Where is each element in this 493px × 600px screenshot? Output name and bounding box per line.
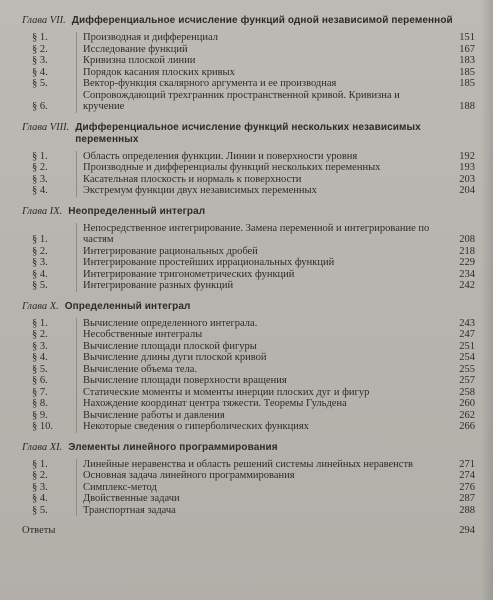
chapter-heading	[22, 15, 475, 27]
section-number: § 1.	[32, 317, 48, 329]
section-page-number: 258	[459, 386, 475, 398]
section-row	[32, 410, 475, 422]
section-row	[32, 257, 475, 269]
section-number: § 2.	[32, 470, 48, 481]
section-row	[32, 151, 475, 163]
section-title: Вычисление длины дуги плоской кривой	[76, 352, 449, 364]
section-title: Вычисление объема тела.	[76, 364, 449, 376]
section-title: Производные и дифференциалы функций нескольких переменных	[76, 162, 449, 174]
chapter	[22, 206, 475, 292]
chapter-label: Глава X.	[22, 300, 59, 312]
section-page-number: 266	[459, 421, 475, 432]
section-row	[32, 246, 475, 258]
section-number: § 1.	[32, 32, 48, 43]
section-page-number: 274	[459, 470, 475, 481]
section-list	[32, 223, 475, 292]
section-number: § 10.	[32, 421, 53, 432]
section-page-number: 271	[459, 458, 475, 470]
chapter-label: Глава IX.	[22, 205, 63, 217]
chapter-label: Глава VII.	[22, 15, 66, 26]
section-number: § 5.	[32, 78, 48, 89]
section-number: § 8.	[32, 398, 48, 409]
chapter-title: Элементы линейного программирования	[68, 441, 278, 453]
section-number: § 5.	[32, 504, 48, 516]
section-title: Исследование функций	[76, 44, 449, 56]
section-title: Кривизна плоской линии	[76, 55, 449, 67]
section-row	[32, 280, 475, 292]
section-page-number: 229	[459, 257, 475, 268]
section-number: § 3.	[32, 257, 48, 268]
section-number: § 9.	[32, 409, 48, 421]
section-title: Линейные неравенства и область решений системы линейных неравенств	[76, 459, 449, 471]
section-row	[32, 482, 475, 494]
section-title: Интегрирование разных функций	[76, 280, 449, 292]
page-edge-shadow	[481, 0, 493, 600]
section-row	[32, 90, 475, 113]
chapter	[22, 122, 475, 197]
answers-entry	[22, 525, 475, 537]
section-row	[32, 505, 475, 517]
section-page-number: 192	[459, 150, 475, 162]
section-number: § 4.	[32, 493, 48, 504]
section-row	[32, 223, 475, 246]
section-page-number: 242	[459, 280, 475, 291]
section-page-number: 287	[459, 493, 475, 504]
section-title: Область определения функции. Линии и поверхности уровня	[76, 151, 449, 163]
section-number: § 1.	[32, 234, 48, 245]
section-page-number: 276	[459, 481, 475, 493]
chapter-title: Дифференциальное исчисление функций нескольких независимых переменных	[75, 121, 421, 145]
section-list	[32, 151, 475, 197]
section-page-number: 288	[459, 504, 475, 516]
section-page-number: 185	[459, 78, 475, 89]
section-list	[32, 318, 475, 433]
section-row	[32, 318, 475, 330]
section-page-number: 255	[459, 363, 475, 375]
section-page-number: 218	[459, 245, 475, 257]
section-row	[32, 44, 475, 56]
section-page-number: 183	[459, 55, 475, 66]
section-number: § 1.	[32, 458, 48, 470]
section-row	[32, 398, 475, 410]
section-page-number: 262	[459, 409, 475, 421]
section-number: § 2.	[32, 329, 48, 340]
section-list	[32, 459, 475, 517]
section-row	[32, 341, 475, 353]
section-row	[32, 55, 475, 67]
section-page-number: 193	[459, 162, 475, 173]
section-row	[32, 493, 475, 505]
section-number: § 4.	[32, 352, 48, 363]
section-row	[32, 174, 475, 186]
chapter-title: Определенный интеграл	[64, 300, 191, 312]
section-title: Двойственные задачи	[76, 493, 449, 505]
section-title: Вектор-функция скалярного аргумента и ее производная	[76, 78, 449, 90]
section-number: § 3.	[32, 340, 48, 352]
section-number: § 5.	[32, 363, 48, 375]
section-row	[32, 185, 475, 197]
section-row	[32, 32, 475, 44]
section-page-number: 254	[459, 352, 475, 363]
section-title: Нахождение координат центра тяжести. Теоремы Гульдена	[76, 398, 449, 410]
chapter	[22, 442, 475, 517]
section-title: Симплекс-метод	[76, 482, 449, 494]
section-row	[32, 329, 475, 341]
section-title: Производная и дифференциал	[76, 32, 449, 44]
section-title: Транспортная задача	[76, 505, 449, 517]
section-row	[32, 67, 475, 79]
chapter-label: Глава VIII.	[22, 121, 70, 133]
section-page-number: 260	[459, 398, 475, 409]
section-number: § 3.	[32, 55, 48, 66]
section-row	[32, 459, 475, 471]
section-title: Вычисление площади поверхности вращения	[76, 375, 449, 387]
section-title: Некоторые сведения о гиперболических функциях	[76, 421, 449, 433]
section-title: Сопровождающий трехгранник пространственной кривой. Кривизна и кручение	[76, 90, 449, 113]
section-number: § 3.	[32, 481, 48, 493]
section-title: Порядок касания плоских кривых	[76, 67, 449, 79]
chapter-heading	[22, 442, 475, 454]
section-title: Экстремум функции двух независимых переменных	[76, 185, 449, 197]
section-title: Несобственные интегралы	[76, 329, 449, 341]
section-page-number: 203	[459, 173, 475, 185]
section-title: Основная задача линейного программирования	[76, 470, 449, 482]
section-number: § 7.	[32, 386, 48, 398]
answers-page: 294	[459, 525, 475, 536]
chapter-title: Дифференциальное исчисление функций одной независимой переменной	[71, 15, 453, 26]
section-title: Вычисление площади плоской фигуры	[76, 341, 449, 353]
section-page-number: 251	[459, 340, 475, 352]
section-title: Касательная плоскость и нормаль к поверхности	[76, 174, 449, 186]
section-row	[32, 387, 475, 399]
section-row	[32, 470, 475, 482]
section-number: § 2.	[32, 162, 48, 173]
section-page-number: 234	[459, 268, 475, 280]
chapter-title: Неопределенный интеграл	[68, 205, 206, 217]
section-page-number: 151	[459, 32, 475, 43]
section-page-number: 208	[459, 234, 475, 245]
section-title: Вычисление определенного интеграла.	[76, 318, 449, 330]
section-title: Непосредственное интегрирование. Замена переменной и интегрирование по частям	[76, 223, 449, 246]
section-page-number: 204	[459, 185, 475, 196]
section-number: § 2.	[32, 43, 48, 55]
table-of-contents	[22, 15, 475, 516]
section-page-number: 257	[459, 375, 475, 386]
section-number: § 4.	[32, 66, 48, 78]
section-title: Статические моменты и моменты инерции плоских дуг и фигур	[76, 387, 449, 399]
section-number: § 2.	[32, 245, 48, 257]
section-number: § 4.	[32, 268, 48, 280]
section-page-number: 247	[459, 329, 475, 340]
chapter-heading	[22, 206, 475, 218]
section-row	[32, 352, 475, 364]
section-title: Вычисление работы и давления	[76, 410, 449, 422]
section-number: § 5.	[32, 280, 48, 291]
chapter-label: Глава XI.	[22, 441, 63, 453]
section-title: Интегрирование простейших иррациональных функций	[76, 257, 449, 269]
section-row	[32, 421, 475, 433]
section-page-number: 188	[459, 101, 475, 112]
section-title: Интегрирование тригонометрических функций	[76, 269, 449, 281]
section-title: Интегрирование рациональных дробей	[76, 246, 449, 258]
chapter-heading	[22, 122, 475, 146]
chapter	[22, 301, 475, 433]
section-number: § 1.	[32, 150, 48, 162]
section-number: § 6.	[32, 375, 48, 386]
chapter-heading	[22, 301, 475, 313]
section-row	[32, 269, 475, 281]
section-page-number: 243	[459, 317, 475, 329]
section-row	[32, 162, 475, 174]
section-row	[32, 364, 475, 376]
section-number: § 6.	[32, 101, 48, 112]
section-number: § 4.	[32, 185, 48, 196]
section-row	[32, 375, 475, 387]
section-page-number: 167	[459, 43, 475, 55]
section-number: § 3.	[32, 173, 48, 185]
section-row	[32, 78, 475, 90]
section-list	[32, 32, 475, 113]
section-page-number: 185	[459, 66, 475, 78]
chapter	[22, 15, 475, 113]
answers-title: Ответы	[22, 525, 56, 536]
